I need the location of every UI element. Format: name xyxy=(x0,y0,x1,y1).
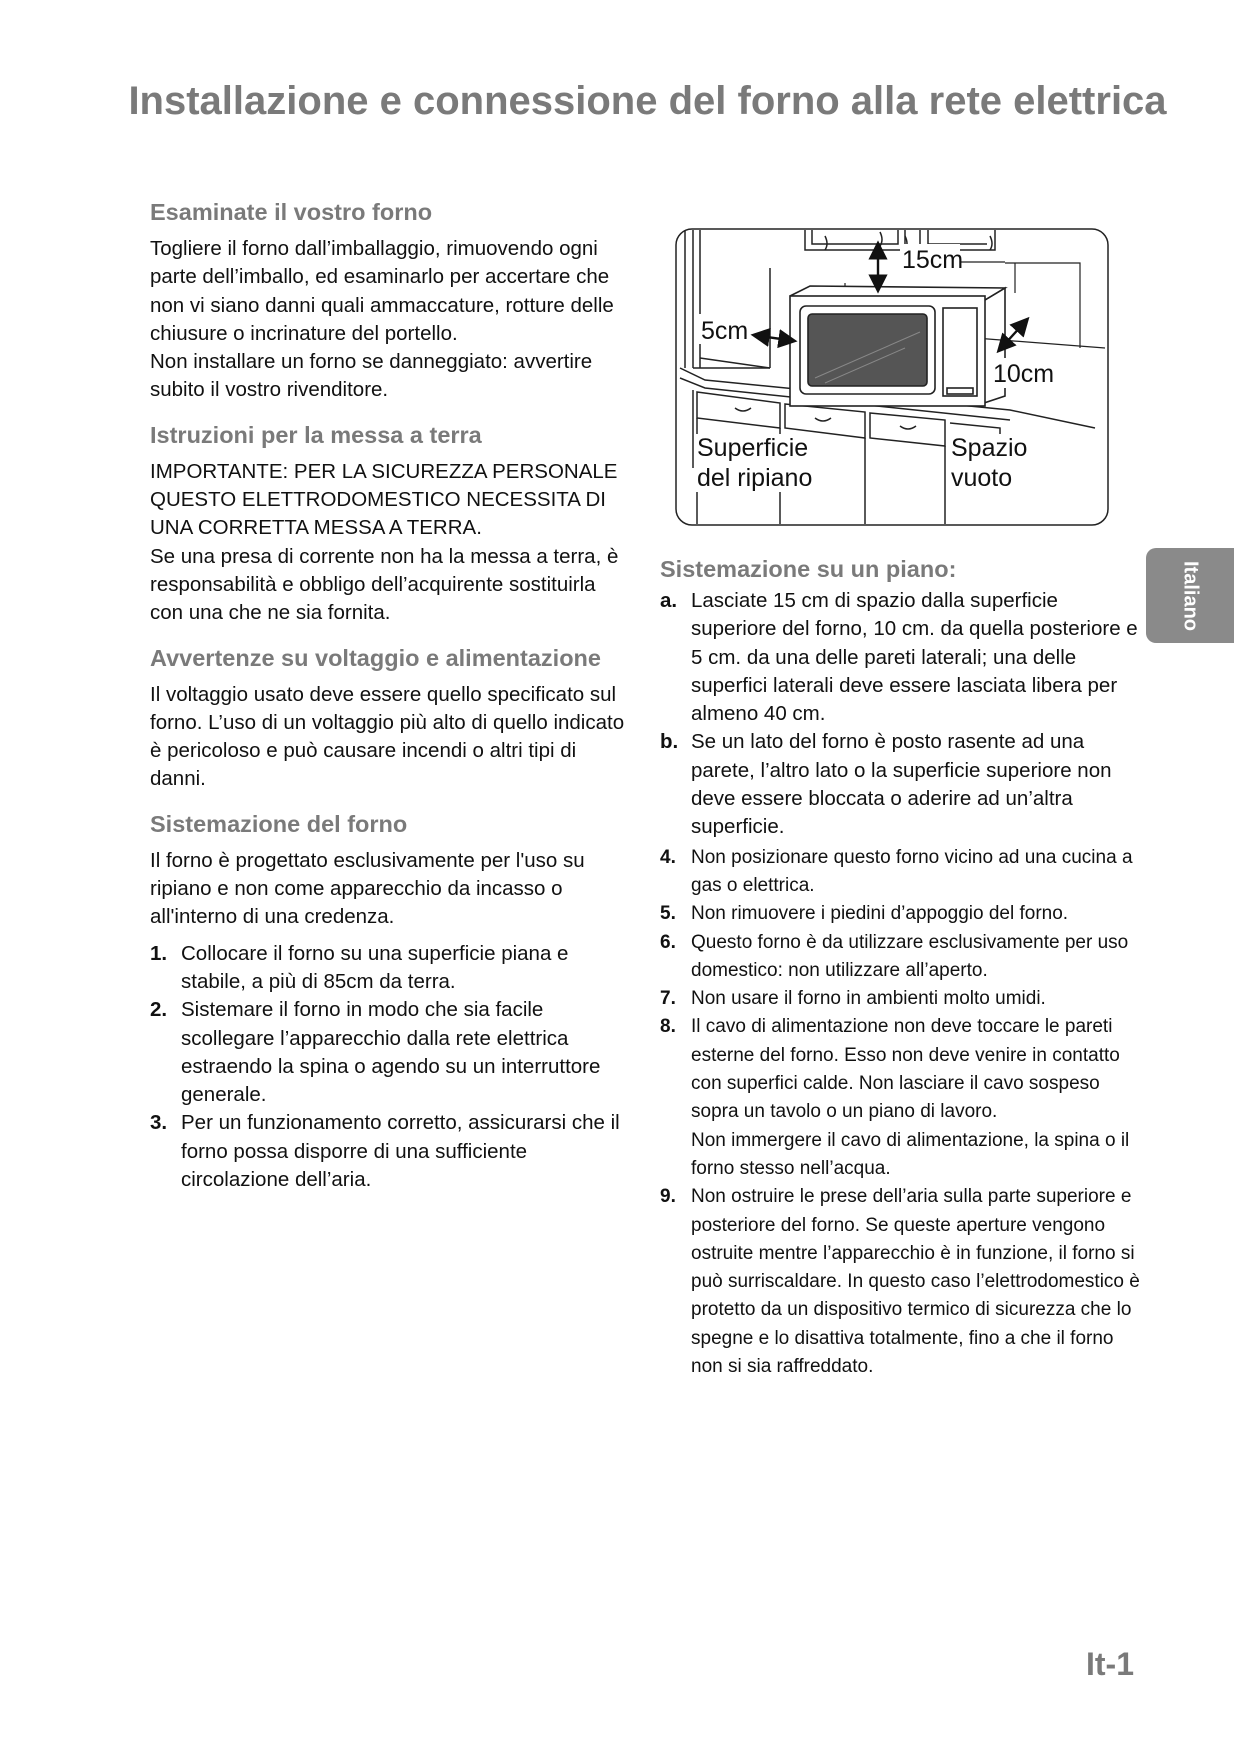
list-item: 9. Non ostruire le prese dell’aria sulla parte superiore e posteriore del forno. Se queste aperture vengono ostruite mentre l’apparecchio è in funzione, il forno si può surriscaldare. In questo caso l’elettrodomestico è protetto da un dispositivo termico di sicurezza che lo spegne e lo disattiva totalmente, fino a che il forno non si sia raffreddato. xyxy=(660,1186,1140,1378)
page-title: Installazione e connessione del forno alla rete elettrica xyxy=(128,79,1167,123)
examine-paragraph-1: Togliere il forno dall’imballaggio, rimuovendo ogni parte dell’imballo, ed esaminarlo per accertare che non vi siano danni quali ammaccature, rotture delle chiusure o incrinature del portello. xyxy=(150,237,614,345)
list-item: 1. Collocare il forno su una superficie piana e stabile, a più di 85cm da terra. xyxy=(150,941,569,993)
right-column xyxy=(660,555,1140,1381)
top-clearance-label: 15cm xyxy=(902,246,964,274)
list-item: 3. Per un funzionamento corretto, assicurarsi che il forno possa disporre di una sufficiente circolazione dell’aria. xyxy=(150,1111,620,1192)
list-item: a. Lasciate 15 cm di spazio dalla superficie superiore del forno, 10 cm. da quella posteriore e 5 cm. da una delle pareti laterali; una delle superfici laterali deve essere lasciata libera per almeno 40 cm. xyxy=(660,589,1138,726)
page-number: It-1 xyxy=(1086,1646,1134,1682)
list-item: 5. Non rimuovere i piedini d’appoggio del forno. xyxy=(660,903,1069,925)
examine-paragraph-2: Non installare un forno se danneggiato: avvertire subito il vostro rivenditore. xyxy=(150,350,593,402)
oven-clearance-diagram xyxy=(675,228,1109,526)
language-tab xyxy=(1146,548,1234,643)
section-heading-placement: Sistemazione del forno xyxy=(150,810,408,837)
surface-label-line1: Superficie xyxy=(697,434,809,462)
list-item: 7. Non usare il forno in ambienti molto umidi. xyxy=(660,988,1046,1010)
list-item: 6. Questo forno è da utilizzare esclusivamente per uso domestico: non utilizzare all’aperto. xyxy=(660,931,1129,981)
list-item: 8. Il cavo di alimentazione non deve toccare le pareti esterne del forno. Esso non deve venire in contatto con superfici calde. Non lasciare il cavo sospeso sopra un tavolo o un piano di lavoro. Non immergere il cavo di alimentazione, la spina o il forno stesso nell’acqua. xyxy=(660,1016,1130,1179)
side-clearance-label: 5cm xyxy=(701,317,749,345)
surface-list-letters xyxy=(660,587,1140,842)
list-item: 2. Sistemare il forno in modo che sia facile scollegare l’apparecchio dalla rete elettrica estraendo la spina o agendo su un interruttore generale. xyxy=(150,998,601,1107)
rear-clearance-label: 10cm xyxy=(993,360,1055,388)
section-heading-examine: Esaminate il vostro forno xyxy=(150,199,433,225)
grounding-paragraph-2: Se una presa di corrente non ha la messa a terra, è responsabilità e obbligo dell’acquirente sostituirla con una che ne sia fornita. xyxy=(150,544,619,625)
list-item: 4. Non posizionare questo forno vicino ad una cucina a gas o elettrica. xyxy=(660,846,1133,896)
voltage-paragraph: Il voltaggio usato deve essere quello specificato sul forno. L’uso di un voltaggio più alto di quello indicato è pericoloso e può causare incendi o altri tipi di danni. xyxy=(150,682,625,791)
grounding-paragraph-1: IMPORTANTE: PER LA SICUREZZA PERSONALE QUESTO ELETTRODOMESTICO NECESSITA DI UNA CORRETTA MESSA A TERRA. xyxy=(150,459,618,540)
left-column xyxy=(150,198,630,1194)
surface-list-numbers xyxy=(660,844,1140,1382)
section-heading-voltage: Avvertenze su voltaggio e alimentazione xyxy=(150,644,601,671)
list-item: b. Se un lato del forno è posto rasente ad una parete, l’altro lato o la superficie superiore non deve essere bloccata o aderire ad un’altra superficie. xyxy=(660,730,1112,839)
oven-illustration xyxy=(790,286,1005,406)
void-label-line1: Spazio xyxy=(951,434,1028,462)
language-tab-label: Italiano xyxy=(1179,560,1202,631)
placement-list xyxy=(150,940,630,1195)
void-label-line2: vuoto xyxy=(951,464,1013,492)
section-heading-grounding: Istruzioni per la messa a terra xyxy=(150,421,482,448)
surface-label-line2: del ripiano xyxy=(697,464,813,492)
section-heading-surface: Sistemazione su un piano: xyxy=(660,556,957,582)
placement-paragraph: Il forno è progettato esclusivamente per l'uso su ripiano e non come apparecchio da incasso o all'interno di una credenza. xyxy=(150,848,585,929)
